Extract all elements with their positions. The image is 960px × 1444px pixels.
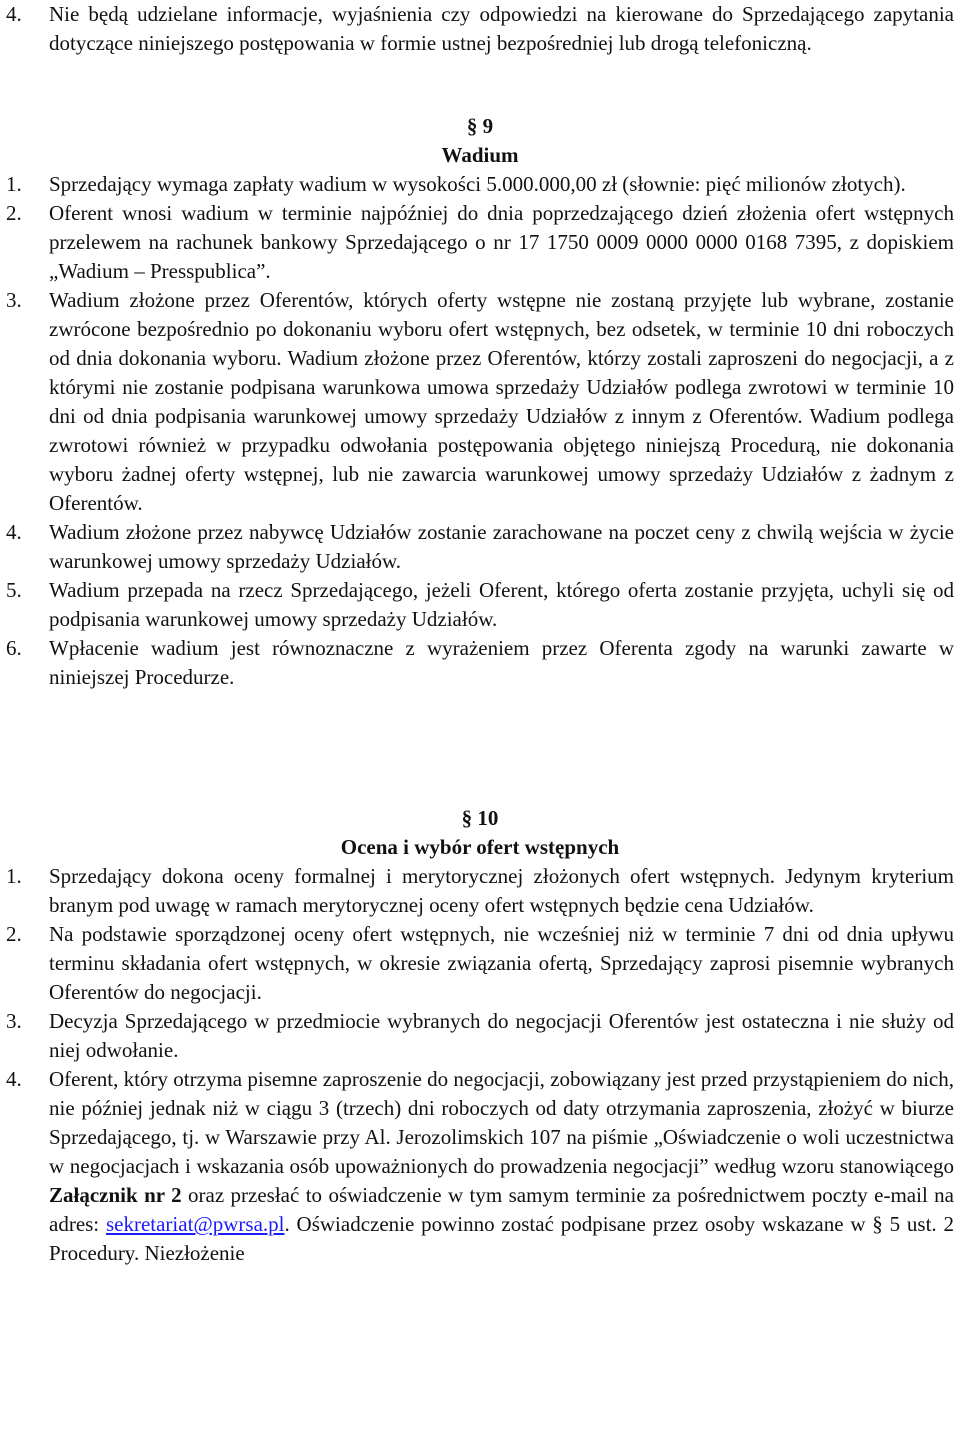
- list-item: [0, 170, 960, 199]
- item-text: Sprzedający dokona oceny formalnej i merytorycznej złożonych ofert wstępnych. Jedynym kryterium branym pod uwagę w ramach merytorycznej oceny ofert wstępnych będzie cena Udziałów.: [49, 864, 954, 917]
- item-number: 4.: [6, 520, 22, 544]
- item-text: Oferent wnosi wadium w terminie najpóźniej do dnia poprzedzającego dzień złożenia ofert wstępnych przelewem na rachunek bankowy Sprzedającego o nr 17 1750 0009 0000 0000 0168 7395, z dopiskiem „Wadium – Presspublica”.: [49, 201, 954, 283]
- list-item: [0, 518, 960, 576]
- list-item: [0, 862, 960, 920]
- attachment-reference: Załącznik nr 2: [49, 1183, 182, 1207]
- item-text: Sprzedający wymaga zapłaty wadium w wysokości 5.000.000,00 zł (słownie: pięć milionów złotych).: [49, 172, 906, 196]
- item-number: 1.: [6, 864, 22, 888]
- list-item: [0, 1065, 960, 1268]
- item-text: Nie będą udzielane informacje, wyjaśnienia czy odpowiedzi na kierowane do Sprzedającego zapytania dotyczące niniejszego postępowania w formie ustnej bezpośredniej lub drogą telefoniczną.: [49, 2, 954, 55]
- item-text: Wpłacenie wadium jest równoznaczne z wyrażeniem przez Oferenta zgody na warunki zawarte w niniejszej Procedurze.: [49, 636, 954, 689]
- item-number: 4.: [6, 2, 22, 26]
- item-text: Decyzja Sprzedającego w przedmiocie wybranych do negocjacji Oferentów jest ostateczna i nie służy od niej odwołanie.: [49, 1009, 954, 1062]
- item-text: oraz przesłać to oświadczenie w tym samym terminie za pośrednictwem poczty e-mail na adres:: [49, 1183, 955, 1236]
- item-number: 2.: [6, 201, 22, 225]
- item-number: 5.: [6, 578, 22, 602]
- item-number: 3.: [6, 288, 22, 312]
- item-text: Wadium przepada na rzecz Sprzedającego, jeżeli Oferent, którego oferta zostanie przyjęta, uchyli się od podpisania warunkowej umowy sprzedaży Udziałów.: [49, 578, 954, 631]
- section-symbol: § 9: [466, 114, 494, 138]
- section-symbol: § 10: [461, 806, 499, 830]
- list-item: [0, 920, 960, 1007]
- list-item: [0, 0, 960, 58]
- item-number: 4.: [6, 1067, 22, 1091]
- list-item: [0, 634, 960, 692]
- section-title: Wadium: [441, 143, 519, 167]
- item-text: . Oświadczenie powinno zostać podpisane przez osoby wskazane w § 5 ust. 2 Procedury. Niezłożenie: [49, 1212, 954, 1265]
- item-number: 6.: [6, 636, 22, 660]
- item-number: 3.: [6, 1009, 22, 1033]
- list-item: [0, 1007, 960, 1065]
- list-item: [0, 199, 960, 286]
- item-number: 1.: [6, 172, 22, 196]
- list-item: [0, 576, 960, 634]
- item-text: Wadium złożone przez Oferentów, których oferty wstępne nie zostaną przyjęte lub wybrane, zostanie zwrócone bezpośrednio po dokonaniu wyboru ofert wstępnych, bez odsetek, w terminie 10 dni roboczych od dnia dokonania wyboru. Wadium złożone przez Oferentów, którzy zostali zaproszeni do negocjacji, a z którymi nie zostanie podpisana warunkowa umowa sprzedaży Udziałów podlega zwrotowi w terminie 10 dni od dnia podpisania warunkowej umowy sprzedaży Udziałów z innym z Oferentów. Wadium podlega zwrotowi również w przypadku odwołania postępowania objętego niniejszą Procedurą, nie dokonania wyboru żadnej oferty wstępnej, lub nie zawarcia warunkowej umowy sprzedaży Udziałów z żadnym z Oferentów.: [49, 288, 954, 515]
- list-item: [0, 286, 960, 518]
- item-text: Na podstawie sporządzonej oceny ofert wstępnych, nie wcześniej niż w terminie 7 dni od dnia upływu terminu składania ofert wstępnych, w okresie związania ofertą, Sprzedający zaprosi pisemnie wybranych Oferentów do negocjacji.: [49, 922, 954, 1004]
- item-number: 2.: [6, 922, 22, 946]
- section-title: Ocena i wybór ofert wstępnych: [340, 835, 620, 859]
- item-text: Wadium złożone przez nabywcę Udziałów zostanie zarachowane na poczet ceny z chwilą wejścia w życie warunkowej umowy sprzedaży Udziałów.: [49, 520, 954, 573]
- email-link[interactable]: sekretariat@pwrsa.pl: [105, 1212, 285, 1236]
- item-text: Oferent, który otrzyma pisemne zaproszenie do negocjacji, zobowiązany jest przed przystąpieniem do nich, nie później jednak niż w ciągu 3 (trzech) dni roboczych od daty otrzymania zaproszenia, złożyć w biurze Sprzedającego, tj. w Warszawie przy Al. Jerozolimskich 107 na piśmie „Oświadczenie o woli uczestnictwa w negocjacjach i wskazania osób upoważnionych do prowadzenia negocjacji” według wzoru stanowiącego: [49, 1067, 954, 1178]
